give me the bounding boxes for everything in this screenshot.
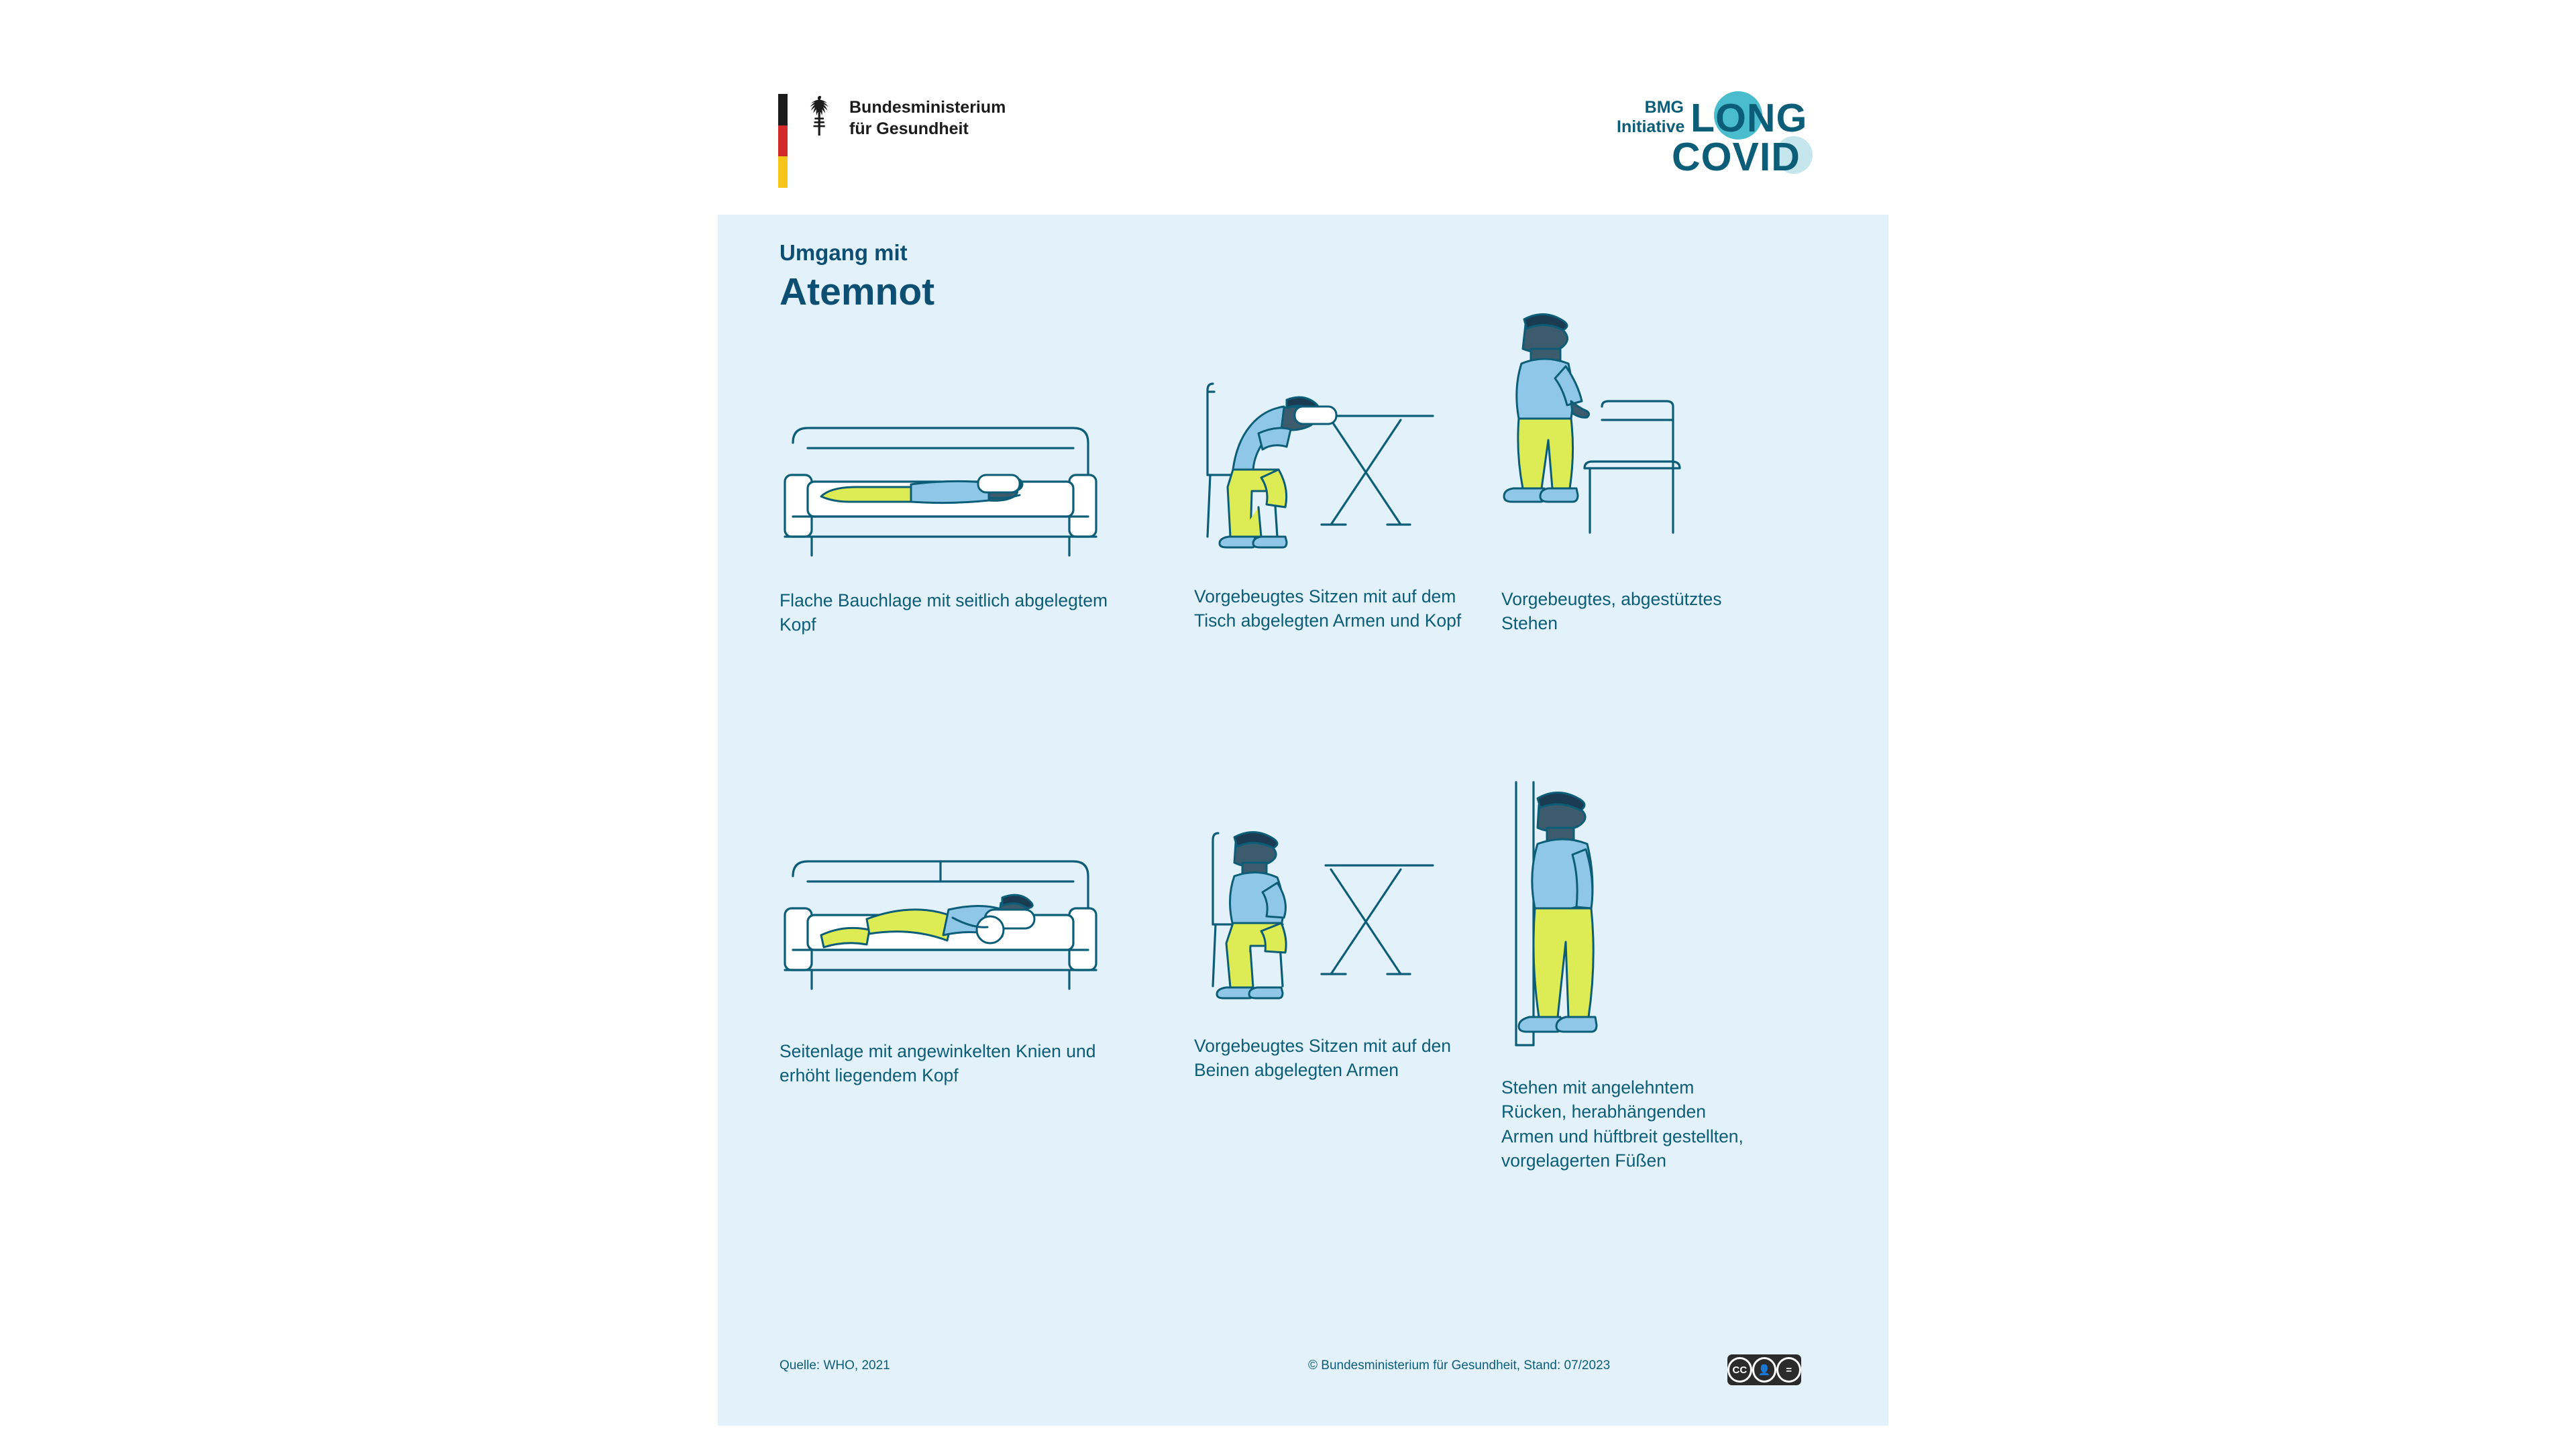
long-covid-initiative-label [1617, 98, 1684, 137]
person-lying-prone-on-couch-icon [780, 396, 1128, 574]
source-note: Quelle: WHO, 2021 [780, 1358, 890, 1373]
footer [718, 1345, 1888, 1426]
item-3 [1501, 302, 1756, 636]
person-standing-against-wall-icon [1501, 778, 1756, 1063]
ministry-line-1: Bundesministerium [849, 98, 1006, 117]
ministry-line-2: für Gesundheit [849, 119, 969, 138]
covid-word: COVID [1672, 135, 1801, 179]
person-sitting-arms-on-legs-icon [1194, 818, 1462, 1023]
person-side-lying-with-bent-knees-icon [780, 845, 1128, 1023]
item-1-caption: Flache Bauchlage mit seitlich abgelegtem Kopf [780, 590, 1108, 635]
item-2 [1194, 369, 1462, 633]
item-3-caption: Vorgebeugtes, abgestütztes Stehen [1501, 589, 1722, 634]
item-4 [780, 845, 1128, 1088]
person-sitting-leaning-on-table-icon [1194, 369, 1462, 574]
item-1 [780, 396, 1128, 637]
cc-nd-circle-icon: = [1776, 1357, 1801, 1383]
item-6 [1501, 778, 1756, 1173]
page-title: Atemnot [780, 270, 935, 313]
item-5 [1194, 818, 1462, 1083]
cc-by-circle-icon: 👤 [1752, 1357, 1777, 1383]
initiative-word: Initiative [1617, 117, 1685, 136]
federal-eagle-icon [802, 94, 837, 136]
page-kicker: Umgang mit [780, 240, 908, 265]
ministry-name [849, 94, 1006, 140]
copyright-note: © Bundesministerium für Gesundheit, Stand: 07/2023 [1308, 1358, 1611, 1373]
bmg-logo [778, 94, 1006, 188]
bmg-abbrev: BMG [1644, 98, 1684, 117]
person-standing-leaning-on-chair-icon [1501, 302, 1756, 574]
long-covid-logo [1610, 86, 1818, 180]
german-flag-bar-icon [778, 94, 788, 188]
header-band [718, 34, 1888, 215]
creative-commons-by-nd-icon [1727, 1354, 1801, 1385]
poster [718, 34, 1888, 1426]
item-5-caption: Vorgebeugtes Sitzen mit auf den Beinen abgelegten Armen [1194, 1036, 1452, 1081]
item-6-caption: Stehen mit angelehntem Rücken, herabhängenden Armen und hüftbreit gestellten, vorgelagerten Füßen [1501, 1077, 1743, 1171]
cc-circle-icon: CC [1727, 1357, 1752, 1383]
item-4-caption: Seitenlage mit angewinkelten Knien und erhöht liegendem Kopf [780, 1041, 1096, 1086]
long-word: LONG [1690, 96, 1808, 140]
item-2-caption: Vorgebeugtes Sitzen mit auf dem Tisch abgelegten Armen und Kopf [1194, 586, 1462, 631]
